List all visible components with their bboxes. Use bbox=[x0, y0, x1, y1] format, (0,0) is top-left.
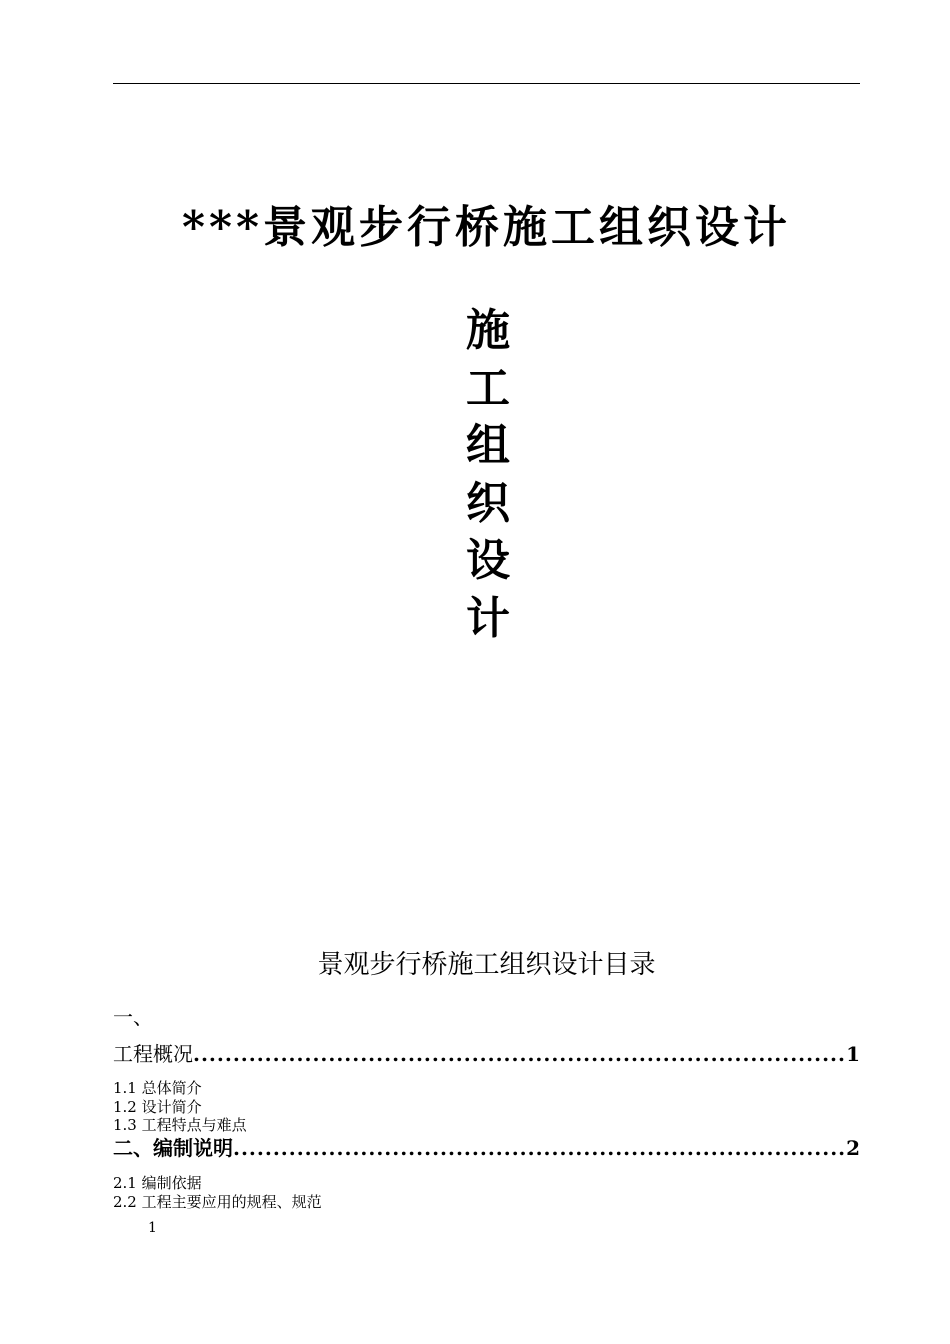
toc-leader-dots bbox=[193, 1040, 844, 1068]
vertical-title-char: 组 bbox=[466, 420, 510, 471]
document-title: ***景观步行桥施工组织设计 bbox=[181, 202, 792, 253]
header-rule bbox=[113, 83, 860, 84]
toc-entry-label: 二、编制说明 bbox=[113, 1136, 233, 1160]
toc-subentry[interactable]: 2.1 编制依据 bbox=[113, 1174, 202, 1192]
toc-subentry[interactable]: 2.2 工程主要应用的规程、规范 bbox=[113, 1192, 322, 1211]
vertical-title-char: 织 bbox=[466, 477, 510, 529]
toc-leader-dots bbox=[233, 1134, 844, 1162]
toc-subentry[interactable]: 1.1 总体简介 bbox=[113, 1079, 202, 1097]
toc-entry-section-2[interactable] bbox=[113, 1134, 860, 1162]
toc-subentry[interactable]: 1.2 设计简介 bbox=[113, 1097, 202, 1116]
toc-entry-page: 2 bbox=[846, 1136, 860, 1160]
vertical-title bbox=[448, 302, 528, 647]
page-number: 1 bbox=[148, 1220, 157, 1236]
vertical-title-char: 设 bbox=[466, 535, 510, 586]
toc-title: 景观步行桥施工组织设计目录 bbox=[317, 950, 656, 980]
vertical-title-char: 计 bbox=[466, 592, 510, 644]
vertical-title-char: 工 bbox=[466, 362, 510, 414]
toc-entry-label: 工程概况 bbox=[113, 1042, 193, 1066]
vertical-title-char: 施 bbox=[466, 305, 510, 356]
toc-subentry[interactable]: 1.3 工程特点与难点 bbox=[113, 1116, 247, 1134]
toc-entry-section-1[interactable] bbox=[113, 1040, 860, 1068]
toc-entry-page: 1 bbox=[846, 1042, 860, 1066]
toc-section-number: 一、 bbox=[113, 1005, 153, 1029]
